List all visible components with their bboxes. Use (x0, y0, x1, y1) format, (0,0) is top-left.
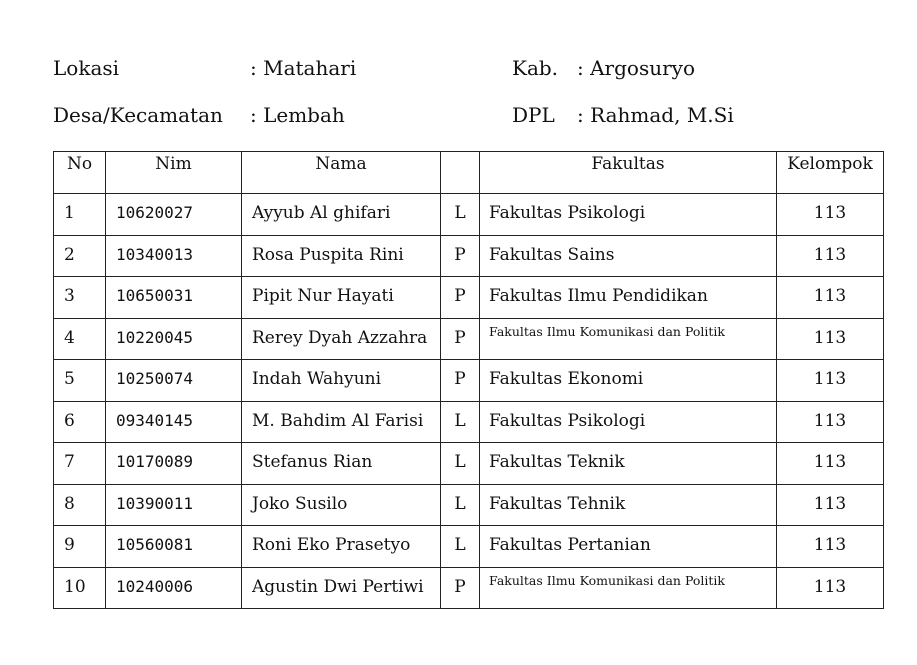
cell-kelompok: 113 (777, 567, 884, 609)
cell-nim: 10240006 (106, 567, 242, 609)
cell-jenis-kelamin: P (441, 567, 480, 609)
cell-kelompok: 113 (777, 526, 884, 568)
student-table (53, 151, 884, 609)
cell-fakultas: Fakultas Ilmu Komunikasi dan Politik (480, 567, 777, 609)
cell-fakultas: Fakultas Psikologi (480, 194, 777, 236)
cell-nim: 10340013 (106, 235, 242, 277)
kab-value: : Argosuryo (577, 56, 695, 80)
cell-fakultas: Fakultas Psikologi (480, 401, 777, 443)
cell-no: 3 (54, 277, 106, 319)
table-row (54, 194, 884, 236)
cell-nim: 10250074 (106, 360, 242, 402)
cell-nama: Stefanus Rian (242, 443, 441, 485)
cell-kelompok: 113 (777, 360, 884, 402)
cell-nim: 10220045 (106, 318, 242, 360)
cell-kelompok: 113 (777, 484, 884, 526)
cell-no: 7 (54, 443, 106, 485)
cell-jenis-kelamin: L (441, 526, 480, 568)
cell-no: 9 (54, 526, 106, 568)
cell-nim: 10390011 (106, 484, 242, 526)
cell-fakultas: Fakultas Ilmu Komunikasi dan Politik (480, 318, 777, 360)
cell-no: 2 (54, 235, 106, 277)
cell-fakultas: Fakultas Ilmu Pendidikan (480, 277, 777, 319)
col-header-jk (441, 152, 480, 194)
table-row (54, 401, 884, 443)
cell-nama: Pipit Nur Hayati (242, 277, 441, 319)
col-header-no: No (54, 152, 106, 194)
cell-no: 8 (54, 484, 106, 526)
table-row (54, 443, 884, 485)
cell-nim: 10650031 (106, 277, 242, 319)
table-row (54, 318, 884, 360)
table-row (54, 360, 884, 402)
lokasi-value: : Matahari (250, 56, 357, 80)
kab-label: Kab. (512, 56, 559, 80)
cell-nama: M. Bahdim Al Farisi (242, 401, 441, 443)
cell-fakultas: Fakultas Teknik (480, 443, 777, 485)
cell-nim: 09340145 (106, 401, 242, 443)
cell-kelompok: 113 (777, 443, 884, 485)
col-header-nama: Nama (242, 152, 441, 194)
cell-nama: Agustin Dwi Pertiwi (242, 567, 441, 609)
cell-nama: Rosa Puspita Rini (242, 235, 441, 277)
table-header-row (54, 152, 884, 194)
cell-no: 10 (54, 567, 106, 609)
table-row (54, 235, 884, 277)
cell-jenis-kelamin: P (441, 360, 480, 402)
cell-jenis-kelamin: L (441, 484, 480, 526)
cell-jenis-kelamin: P (441, 318, 480, 360)
cell-nim: 10170089 (106, 443, 242, 485)
cell-jenis-kelamin: P (441, 235, 480, 277)
desa-label: Desa/Kecamatan (53, 103, 223, 127)
cell-no: 4 (54, 318, 106, 360)
col-header-kelompok: Kelompok (777, 152, 884, 194)
cell-fakultas: Fakultas Pertanian (480, 526, 777, 568)
cell-no: 1 (54, 194, 106, 236)
cell-jenis-kelamin: L (441, 401, 480, 443)
cell-fakultas: Fakultas Sains (480, 235, 777, 277)
table-row (54, 484, 884, 526)
cell-nama: Indah Wahyuni (242, 360, 441, 402)
dpl-value: : Rahmad, M.Si (577, 103, 734, 127)
col-header-fakultas: Fakultas (480, 152, 777, 194)
cell-nim: 10560081 (106, 526, 242, 568)
cell-kelompok: 113 (777, 235, 884, 277)
cell-jenis-kelamin: L (441, 194, 480, 236)
cell-fakultas: Fakultas Ekonomi (480, 360, 777, 402)
cell-jenis-kelamin: L (441, 443, 480, 485)
cell-nama: Ayyub Al ghifari (242, 194, 441, 236)
cell-nama: Joko Susilo (242, 484, 441, 526)
cell-no: 5 (54, 360, 106, 402)
cell-kelompok: 113 (777, 318, 884, 360)
table-row (54, 526, 884, 568)
cell-fakultas: Fakultas Tehnik (480, 484, 777, 526)
lokasi-label: Lokasi (53, 56, 120, 80)
cell-nim: 10620027 (106, 194, 242, 236)
table-row (54, 567, 884, 609)
cell-jenis-kelamin: P (441, 277, 480, 319)
desa-value: : Lembah (250, 103, 345, 127)
cell-nama: Roni Eko Prasetyo (242, 526, 441, 568)
cell-kelompok: 113 (777, 401, 884, 443)
cell-kelompok: 113 (777, 194, 884, 236)
cell-nama: Rerey Dyah Azzahra (242, 318, 441, 360)
cell-no: 6 (54, 401, 106, 443)
dpl-label: DPL (512, 103, 555, 127)
col-header-nim: Nim (106, 152, 242, 194)
cell-kelompok: 113 (777, 277, 884, 319)
table-row (54, 277, 884, 319)
